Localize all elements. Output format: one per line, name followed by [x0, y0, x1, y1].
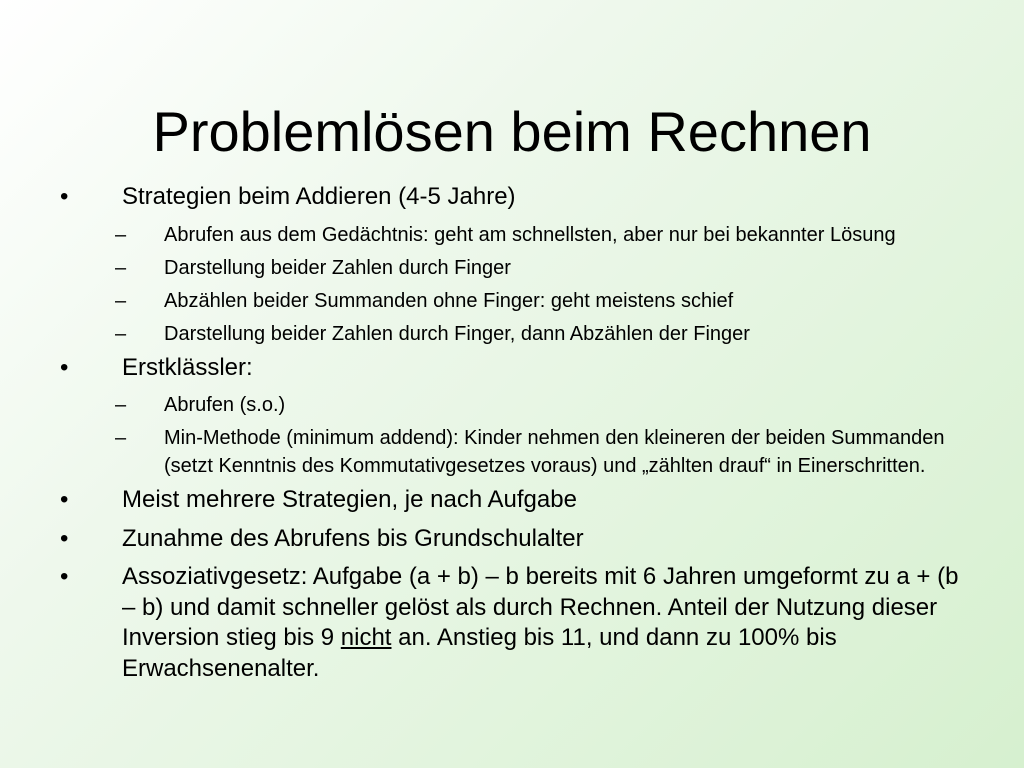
sub-list-item-text: Abrufen aus dem Gedächtnis: geht am schnellsten, aber nur bei bekannter Lösung: [164, 223, 896, 246]
list-item-text: [122, 562, 976, 684]
bullet-marker: •: [60, 524, 69, 552]
list-item-text: Erstklässler:: [122, 353, 253, 381]
sub-list-item-text: Darstellung beider Zahlen durch Finger, dann Abzählen der Finger: [164, 322, 750, 345]
dash-marker: –: [115, 256, 127, 279]
sub-list-item-text: Abzählen beider Summanden ohne Finger: geht meistens schief: [164, 289, 734, 312]
text-segment: an. Anstieg bis 11, und dann zu 100% bis Erwachsenenalter.: [122, 624, 837, 682]
dash-marker: –: [115, 394, 127, 416]
list-item: [56, 182, 976, 213]
list-item: [56, 524, 976, 555]
sub-list-item: [56, 391, 976, 419]
bullet-list: [56, 182, 976, 692]
list-item-text: Meist mehrere Strategien, je nach Aufgabe: [122, 486, 577, 513]
dash-marker: –: [115, 289, 127, 312]
sub-list-item-text: Min-Methode (minimum addend): Kinder nehmen den kleineren der beiden Summanden (setzt Kenntnis des Kommutativgesetzes voraus) und „zählten drauf“ in Einerschritten.: [164, 427, 945, 477]
list-item-text: Zunahme des Abrufens bis Grundschulalter: [122, 524, 584, 552]
list-item: [56, 485, 976, 516]
slide-title: Problemlösen beim Rechnen: [152, 99, 872, 163]
text-segment: Assoziativgesetz: Aufgabe (a + b) – b bereits mit 6 Jahren umgeformt zu a + (b – b) und damit schneller gelöst als durch Rechnen. Anteil der Nutzung dieser Inversion stieg bis 9: [122, 563, 959, 651]
list-item-text: Strategien beim Addieren (4-5 Jahre): [122, 183, 516, 210]
bullet-marker: •: [60, 353, 69, 381]
bullet-marker: •: [60, 563, 69, 590]
sub-list-item-text: Abrufen (s.o.): [164, 394, 286, 416]
sub-list-item: [56, 424, 976, 480]
list-item: [56, 353, 976, 384]
sub-list-item: [56, 221, 976, 249]
bullet-marker: •: [60, 183, 69, 210]
underlined-word: nicht: [340, 624, 392, 651]
sub-list-item-text: Darstellung beider Zahlen durch Finger: [164, 256, 511, 279]
bullet-marker: •: [60, 486, 69, 513]
sub-list-item: [56, 320, 976, 348]
dash-marker: –: [115, 223, 127, 246]
dash-marker: –: [115, 427, 127, 449]
sub-list-item: [56, 254, 976, 282]
list-item: [56, 562, 976, 684]
sub-list-item: [56, 287, 976, 315]
dash-marker: –: [115, 322, 127, 345]
